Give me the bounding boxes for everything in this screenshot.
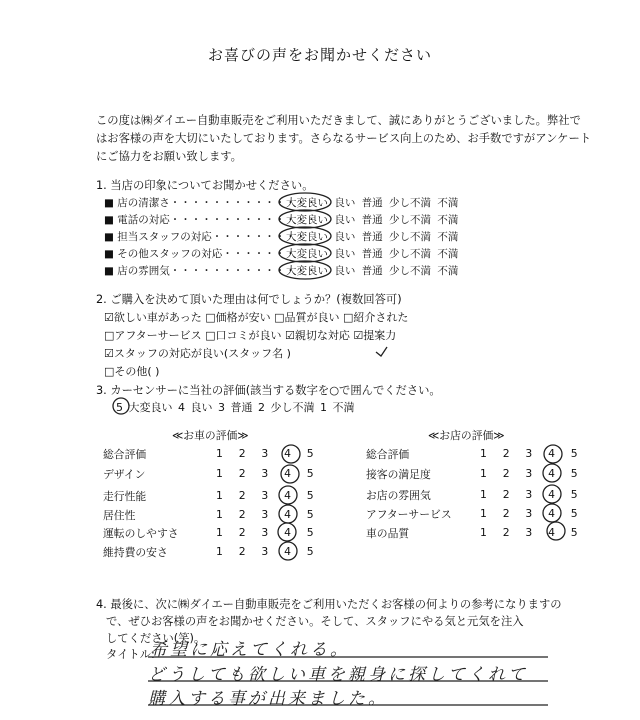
q1-row-label: ■ その他スタッフの対応・・・・・・・ — [104, 248, 296, 260]
car-item-scale: 1 2 3 4 5 — [216, 545, 320, 558]
car-item-label: 運転のしやすさ — [103, 527, 179, 540]
car-evaluation-title: ≪お車の評価≫ — [172, 429, 249, 442]
car-score-circle-mark — [279, 486, 297, 504]
q1-circle-mark — [279, 210, 331, 228]
q1-heading: 1. 当店の印象についてお聞かせください。 — [96, 179, 314, 192]
q4-text-line-1: 4. 最後に、次に㈱ダイエー自動車販売をご利用いただくお客様の何よりの参考になりますの — [96, 598, 562, 611]
q2-check-mark — [376, 347, 387, 356]
q2-options-line: □アフターサービス □口コミが良い ☑親切な対応 ☑提案力 — [104, 329, 397, 342]
car-score-circle-mark — [278, 523, 296, 541]
q1-row-label: ■ 電話の対応・・・・・・・・・・・・・・ — [104, 214, 317, 226]
shop-item-scale: 1 2 3 4 5 — [480, 447, 584, 460]
q1-row-options: 大変良い 良い 普通 少し不満 不満 — [286, 248, 459, 260]
shop-item-scale: 1 2 3 4 5 — [480, 488, 584, 501]
car-item-scale: 1 2 3 4 5 — [216, 489, 320, 502]
page-title: お喜びの声をお聞かせください — [207, 46, 432, 64]
handwritten-answer-line-1: どうしても欲しい車を親身に探してくれて — [148, 665, 528, 685]
q1-row-options: 大変良い 良い 普通 少し不満 不満 — [286, 265, 459, 277]
handwritten-answer-title: 希望に応えてくれる。 — [150, 640, 350, 660]
q3-scale: 5 大変良い 4 良い 3 普通 2 少し不満 1 不満 — [116, 401, 355, 414]
car-item-scale: 1 2 3 4 5 — [216, 467, 320, 480]
intro-line-2: はお客様の声を大切にいたしております。さらなるサービス向上のため、お手数ですがアンケート — [96, 132, 592, 145]
car-item-scale: 1 2 3 4 5 — [216, 508, 320, 521]
q1-row-label: ■ 店の雰囲気・・・・・・・・・・・・・・ — [104, 265, 317, 277]
q3-heading: 3. カーセンサーに当社の評価(該当する数字を○で囲んでください。 — [96, 384, 441, 397]
q1-circle-mark — [279, 261, 331, 279]
shop-item-label: 接客の満足度 — [366, 468, 431, 481]
car-score-circle-mark — [282, 445, 300, 463]
q1-row-label: ■ 店の清潔さ・・・・・・・・・・・・・・ — [104, 197, 317, 209]
car-item-label: デザイン — [103, 468, 146, 481]
q1-circle-mark — [279, 227, 331, 245]
handwritten-answer-line-2: 購入する事が出来ました。 — [148, 689, 388, 709]
shop-score-circle-mark — [543, 504, 561, 522]
car-item-label: 居住性 — [103, 509, 136, 522]
shop-evaluation-title: ≪お店の評価≫ — [428, 429, 505, 442]
shop-item-scale: 1 2 3 4 5 — [480, 467, 584, 480]
car-item-label: 維持費の安さ — [103, 546, 168, 559]
q4-text-line-2: で、ぜひお客様の声をお聞かせください。そして、スタッフにやる気と元気を注入 — [106, 615, 524, 628]
q1-row-options: 大変良い 良い 普通 少し不満 不満 — [286, 197, 459, 209]
shop-item-label: アフターサービス — [366, 508, 452, 521]
shop-item-scale: 1 2 3 4 5 — [480, 507, 584, 520]
shop-score-circle-mark — [547, 522, 565, 540]
q3-scale-circle-mark — [113, 398, 129, 414]
car-score-circle-mark — [279, 542, 297, 560]
shop-score-circle-mark — [543, 485, 561, 503]
car-score-circle-mark — [279, 505, 297, 523]
intro-line-3: にご協力をお願い致します。 — [96, 150, 242, 163]
q1-row-options: 大変良い 良い 普通 少し不満 不満 — [286, 231, 459, 243]
q1-circle-mark — [279, 244, 331, 262]
q2-options-line: □その他( ) — [104, 365, 160, 378]
car-item-scale: 1 2 3 4 5 — [216, 447, 320, 460]
shop-item-label: 車の品質 — [366, 527, 410, 540]
q1-row-label: ■ 担当スタッフの対応・・・・・・・・・ — [104, 231, 307, 243]
car-item-scale: 1 2 3 4 5 — [216, 526, 320, 539]
q4-title-label: タイトル: — [106, 648, 155, 661]
car-item-label: 走行性能 — [103, 490, 147, 503]
q1-row-options: 大変良い 良い 普通 少し不満 不満 — [286, 214, 459, 226]
shop-item-label: 総合評価 — [366, 448, 410, 461]
q1-circle-mark — [279, 193, 331, 211]
shop-item-scale: 1 2 3 4 5 — [480, 526, 584, 539]
q2-options-line: ☑スタッフの対応が良い(スタッフ名 ) — [104, 347, 291, 360]
shop-score-circle-mark — [544, 445, 562, 463]
shop-score-circle-mark — [543, 464, 561, 482]
q2-heading: 2. ご購入を決めて頂いた理由は何でしょうか？(複数回答可) — [96, 293, 402, 306]
q2-options-line: ☑欲しい車があった □価格が安い □品質が良い □紹介された — [104, 311, 409, 324]
car-item-label: 総合評価 — [103, 448, 147, 461]
intro-line-1: この度は㈱ダイエー自動車販売をご利用いただきまして、誠にありがとうございました。弊社で — [96, 114, 581, 127]
shop-item-label: お店の雰囲気 — [366, 489, 431, 502]
car-score-circle-mark — [281, 465, 299, 483]
q4-text-line-3: してください(笑)。 — [106, 632, 206, 645]
